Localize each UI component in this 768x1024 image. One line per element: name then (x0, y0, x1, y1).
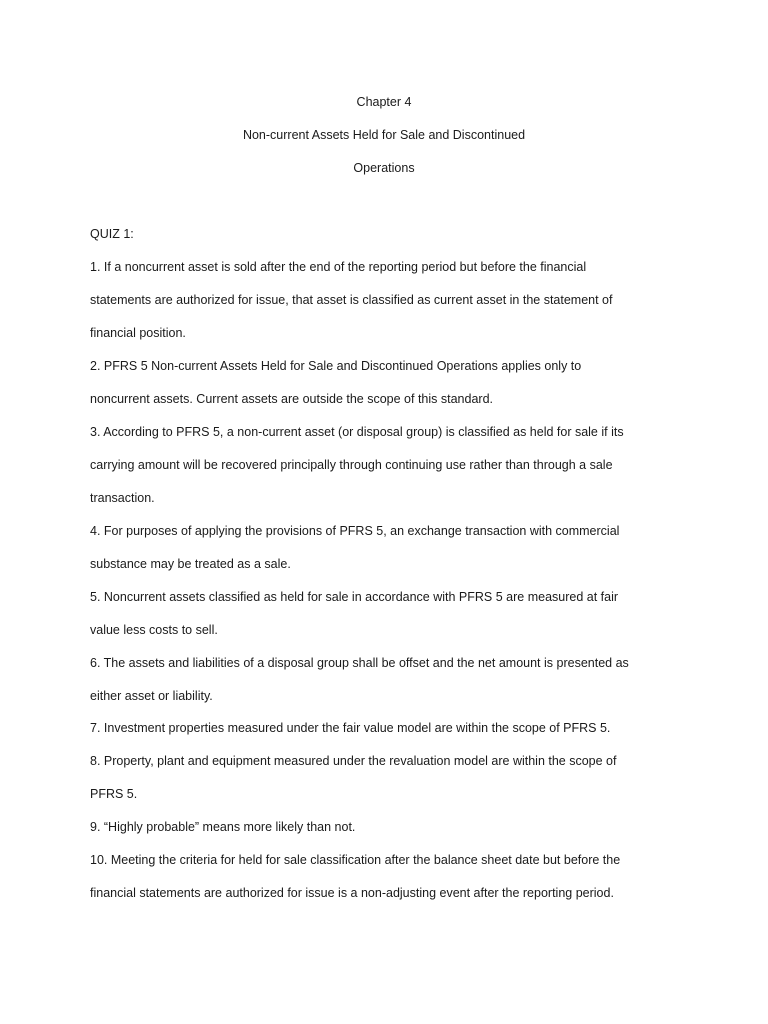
body-line: 3. According to PFRS 5, a non-current asset (or disposal group) is classified as held for sale if its (90, 425, 624, 439)
body-line: 5. Noncurrent assets classified as held for sale in accordance with PFRS 5 are measured at fair (90, 590, 619, 604)
body-line: 4. For purposes of applying the provisions of PFRS 5, an exchange transaction with commercial (90, 524, 620, 538)
quiz-label: QUIZ 1: (90, 227, 134, 241)
body-line: 6. The assets and liabilities of a disposal group shall be offset and the net amount is presented as (90, 656, 629, 670)
body-line: 7. Investment properties measured under the fair value model are within the scope of PFRS 5. (90, 721, 611, 735)
chapter-title-line-2: Operations (353, 161, 415, 175)
body-line: 2. PFRS 5 Non-current Assets Held for Sale and Discontinued Operations applies only to (90, 359, 582, 373)
body-line: statements are authorized for issue, that asset is classified as current asset in the statement of (90, 293, 613, 307)
chapter-title-line-1: Non-current Assets Held for Sale and Discontinued (242, 128, 526, 142)
body-line: 10. Meeting the criteria for held for sale classification after the balance sheet date but before the (90, 853, 621, 867)
body-line: transaction. (90, 491, 155, 505)
chapter-heading: Chapter 4 (356, 95, 412, 109)
body-line: 9. “Highly probable” means more likely than not. (90, 820, 356, 834)
body-line: 8. Property, plant and equipment measured under the revaluation model are within the scope of (90, 754, 617, 768)
body-line: financial statements are authorized for issue is a non-adjusting event after the reporting period. (90, 886, 614, 900)
body-line: financial position. (90, 326, 186, 340)
body-line: noncurrent assets. Current assets are outside the scope of this standard. (90, 392, 493, 406)
body-line: value less costs to sell. (90, 623, 218, 637)
body-line: 1. If a noncurrent asset is sold after the end of the reporting period but before the financial (90, 260, 587, 274)
body-line: carrying amount will be recovered principally through continuing use rather than through a sale (90, 458, 613, 472)
body-line: substance may be treated as a sale. (90, 557, 291, 571)
body-line: either asset or liability. (90, 689, 213, 703)
body-line: PFRS 5. (90, 787, 138, 801)
